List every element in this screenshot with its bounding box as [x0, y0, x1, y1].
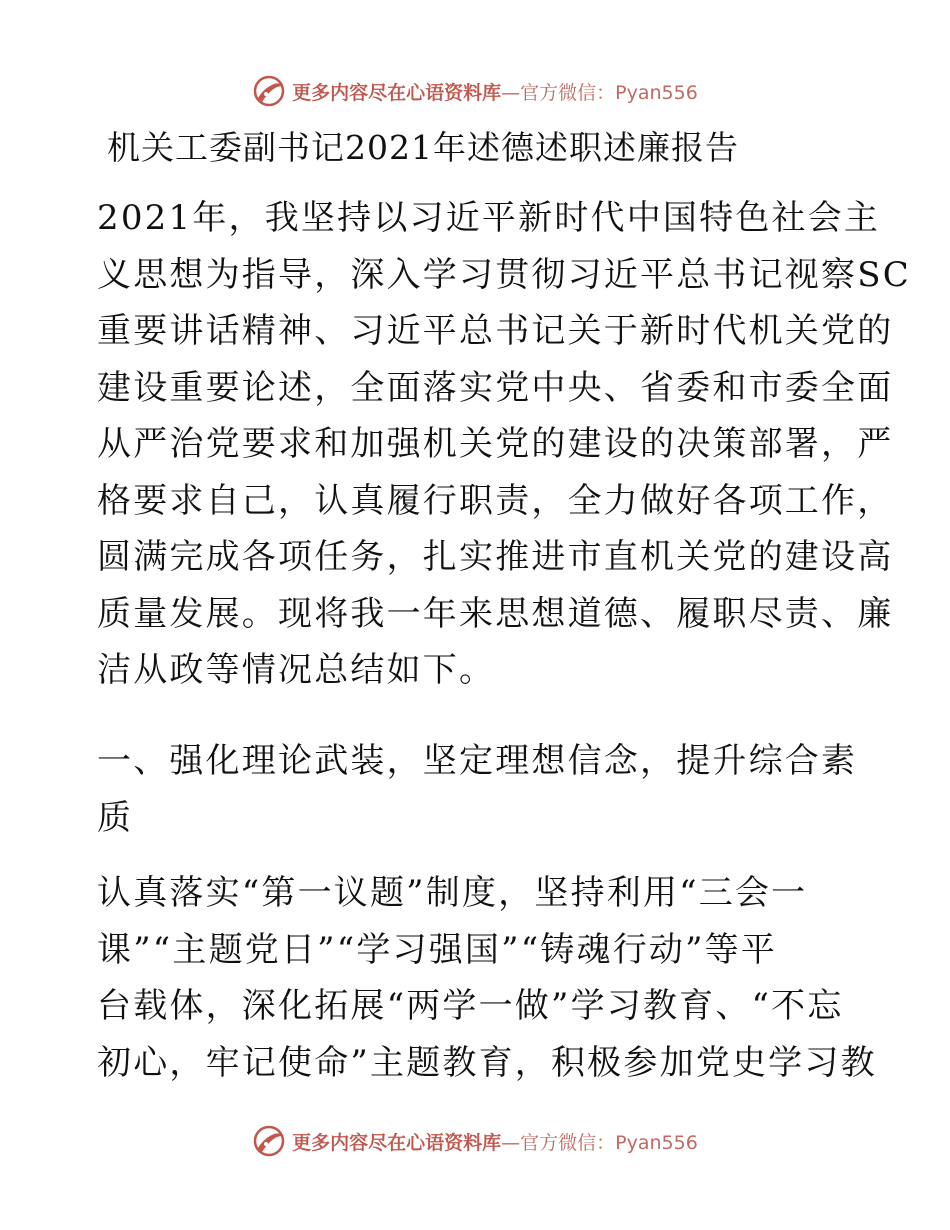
paragraph-line: 认真落实“第一议题”制度，坚持利用“三会一 — [97, 873, 808, 913]
paragraph-line: 台载体，深化拓展“两学一做”学习教育、“不忘 — [97, 986, 844, 1026]
watermark-bottom — [0, 1121, 950, 1161]
paragraph-line: 从严治党要求和加强机关党的建设的决策部署，严 — [97, 424, 894, 464]
paragraph-line: 重要讲话精神、习近平总书记关于新时代机关党的 — [97, 311, 894, 351]
body-paragraph — [97, 190, 911, 699]
watermark-text — [292, 78, 698, 105]
pen-logo-icon — [252, 1124, 286, 1158]
section-heading — [97, 733, 867, 846]
body-paragraph — [97, 865, 877, 1091]
heading-line: 一、强化理论武装，坚定理想信念，提升综合素 — [97, 741, 858, 781]
page-title: 机关工委副书记2021年述德述职述廉报告 — [107, 128, 739, 167]
paragraph-line: 圆满完成各项任务，扎实推进市直机关党的建设高 — [97, 537, 894, 577]
paragraph-line: 义思想为指导，深入学习贯彻习近平总书记视察SC — [97, 254, 911, 295]
watermark-top — [0, 71, 950, 111]
heading-line: 质 — [97, 797, 134, 838]
paragraph-line: 格要求自己，认真履行职责，全力做好各项工作， — [97, 480, 894, 521]
paragraph-line: 课”“主题党日”“学习强国”“铸魂行动”等平 — [97, 929, 778, 970]
watermark-suffix: —官方微信：Pyan556 — [501, 1131, 698, 1154]
watermark-text — [292, 1128, 698, 1155]
watermark-suffix: —官方微信：Pyan556 — [501, 81, 698, 104]
paragraph-line: 质量发展。现将我一年来思想道德、履职尽责、廉 — [97, 593, 894, 634]
paragraph-line: 洁从政等情况总结如下。 — [97, 650, 496, 690]
watermark-brand: 更多内容尽在心语资料库 — [292, 1131, 502, 1154]
paragraph-line: 建设重要论述，全面落实党中央、省委和市委全面 — [97, 367, 894, 408]
paragraph-line: 初心，牢记使命”主题教育，积极参加党史学习教 — [97, 1042, 877, 1083]
watermark-brand: 更多内容尽在心语资料库 — [292, 81, 502, 104]
paragraph-line: 2021年，我坚持以习近平新时代中国特色社会主 — [97, 198, 881, 238]
pen-logo-icon — [252, 74, 286, 108]
